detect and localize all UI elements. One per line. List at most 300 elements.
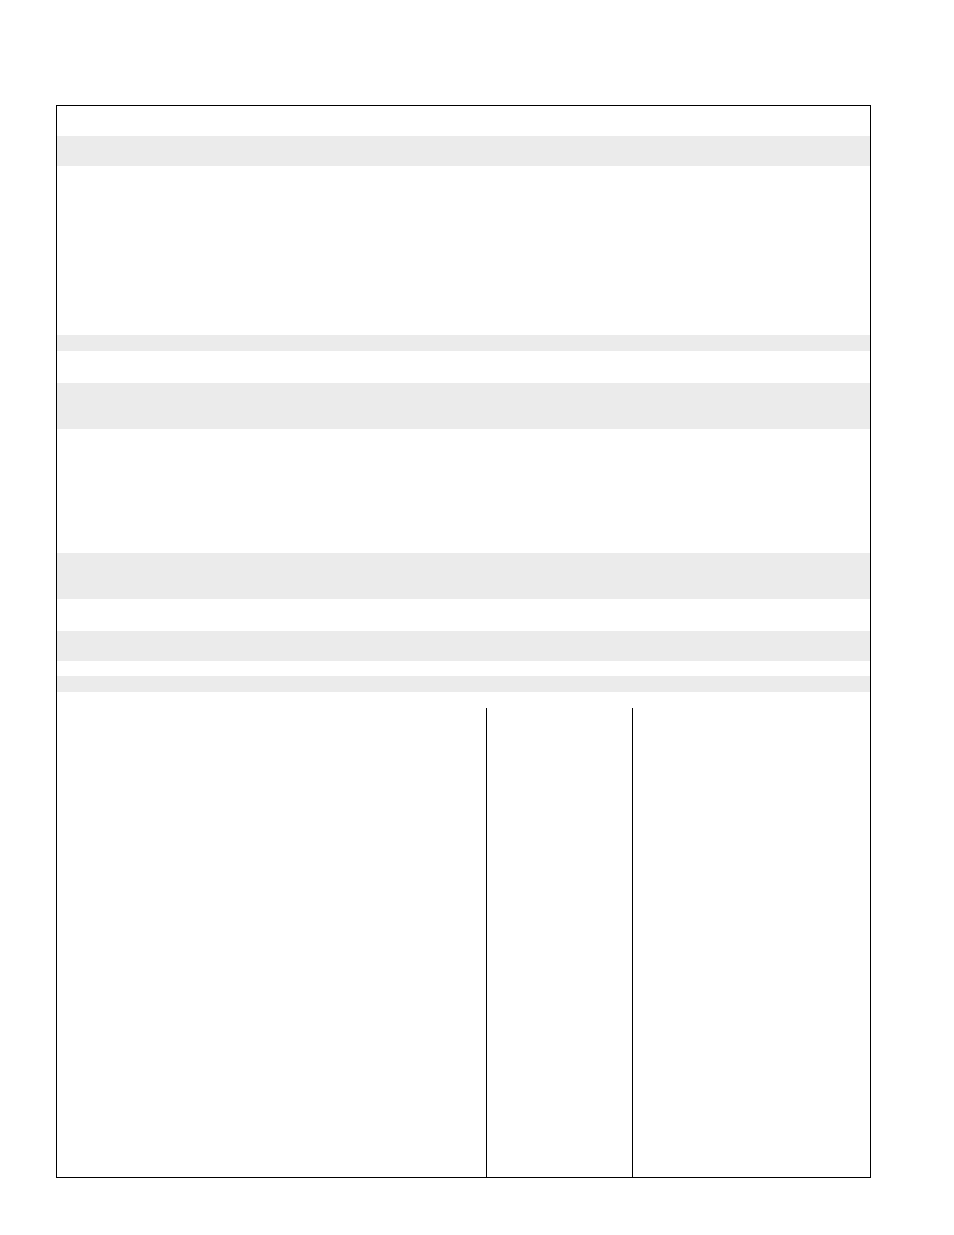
table-cell: [594, 1162, 633, 1178]
table-cell: [440, 303, 487, 320]
table-cell: [486, 429, 595, 459]
table-cell: [594, 522, 633, 539]
table-cell: [738, 506, 799, 523]
section-header-row: [56, 631, 871, 662]
section-header-row: [56, 335, 871, 352]
table-cell: [56, 928, 145, 960]
table-cell: [144, 413, 391, 430]
table-cell: [56, 1068, 145, 1099]
table-cell: [390, 802, 441, 819]
table-cell: [594, 928, 633, 960]
table-cell: [738, 913, 799, 929]
table-cell: [440, 1114, 487, 1131]
table-cell: [738, 273, 799, 304]
table-cell: [738, 1114, 799, 1131]
table-cell: [56, 367, 145, 384]
table-cell: [594, 897, 633, 914]
table-cell: [798, 786, 871, 803]
table-cell: [632, 258, 739, 274]
table-cell: [390, 881, 441, 898]
table-cell: [486, 258, 595, 274]
table-cell: [798, 724, 871, 741]
table-cell: [144, 740, 391, 756]
table-cell: [486, 474, 595, 491]
table-cell: [798, 990, 871, 1007]
table-cell: [798, 615, 871, 632]
table-cell: [440, 1130, 487, 1147]
table-cell: [390, 708, 441, 725]
table-cell: [56, 429, 145, 459]
table-cell: [798, 1037, 871, 1069]
table-cell: [486, 136, 595, 167]
table-cell: [390, 474, 441, 491]
table-cell: [440, 522, 487, 539]
table-cell: [144, 1146, 391, 1163]
table-cell: [738, 865, 799, 882]
table-cell: [738, 802, 799, 819]
table-cell: [56, 538, 145, 554]
spanning-row: [56, 166, 871, 183]
table-cell: [440, 458, 487, 475]
table-cell: [144, 242, 391, 259]
table-cell: [486, 522, 595, 539]
table-cell: [738, 583, 799, 600]
table-cell: [798, 802, 871, 819]
table-cell: [440, 1006, 487, 1038]
table-cell: [632, 303, 739, 320]
table-cell: [798, 212, 871, 243]
table-cell: [738, 490, 799, 507]
table-cell: [56, 413, 145, 430]
table-cell: [738, 708, 799, 725]
table-cell: [144, 583, 391, 600]
table-cell: [56, 865, 145, 882]
table-cell: [56, 1162, 145, 1178]
table-cell: [798, 1114, 871, 1131]
table-cell: [144, 786, 391, 803]
table-cell: [798, 1068, 871, 1099]
table-cell: [390, 1006, 441, 1038]
table-cell: [440, 755, 487, 787]
table-cell: [56, 708, 145, 725]
table-cell: [390, 661, 441, 677]
table-cell: [56, 692, 145, 709]
table-cell: [798, 136, 871, 167]
spanning-row: [56, 351, 871, 368]
table-cell: [798, 834, 871, 851]
table-cell: [594, 538, 633, 554]
table-cell: [798, 413, 871, 430]
table-cell: [632, 490, 739, 507]
table-cell: [738, 303, 799, 320]
table-cell: [738, 897, 799, 914]
table-cell: [390, 692, 441, 709]
table-cell: [440, 802, 487, 819]
table-cell: [738, 928, 799, 960]
table-cell: [440, 740, 487, 756]
table-cell: [144, 1037, 391, 1069]
table-cell: [594, 1098, 633, 1115]
table-cell: [144, 258, 391, 274]
table-cell: [144, 692, 391, 709]
table-cell: [390, 182, 441, 213]
table-cell: [390, 1146, 441, 1163]
table-cell: [144, 474, 391, 491]
header-subcell: [632, 121, 739, 137]
table-cell: [56, 897, 145, 914]
table-cell: [390, 522, 441, 539]
table-cell: [56, 273, 145, 304]
table-cell: [798, 538, 871, 554]
table-cell: [594, 506, 633, 523]
table-cell: [486, 506, 595, 523]
table-cell: [738, 136, 799, 167]
table-cell: [594, 724, 633, 741]
table-cell: [632, 458, 739, 475]
table-cell: [144, 212, 391, 243]
table-cell: [390, 928, 441, 960]
table-cell: [798, 367, 871, 384]
table-cell: [440, 692, 487, 709]
table-cell: [798, 458, 871, 475]
table-cell: [56, 755, 145, 787]
table-cell: [390, 615, 441, 632]
table-cell: [390, 959, 441, 991]
table-cell: [738, 990, 799, 1007]
table-cell: [56, 522, 145, 539]
table-cell: [56, 182, 145, 213]
table-cell: [390, 1130, 441, 1147]
table-cell: [798, 1098, 871, 1115]
table-cell: [798, 1146, 871, 1163]
table-cell: [738, 1098, 799, 1115]
table-cell: [594, 802, 633, 819]
table-cell: [632, 319, 739, 336]
table-cell: [144, 881, 391, 898]
table-cell: [390, 490, 441, 507]
table-cell: [440, 850, 487, 866]
table-cell: [144, 1068, 391, 1099]
table-cell: [594, 959, 633, 991]
table-cell: [440, 913, 487, 929]
table-cell: [440, 1068, 487, 1099]
table-cell: [440, 273, 487, 304]
table-cell: [144, 273, 391, 304]
table-cell: [144, 429, 391, 459]
table-cell: [632, 429, 739, 459]
table-cell: [440, 319, 487, 336]
table-cell: [440, 1162, 487, 1178]
table-cell: [144, 182, 391, 213]
table-cell: [56, 474, 145, 491]
table-cell: [486, 319, 595, 336]
table-cell: [594, 913, 633, 929]
table-cell: [632, 615, 739, 632]
table-cell: [486, 538, 595, 554]
table-cell: [738, 242, 799, 259]
table-cell: [798, 818, 871, 835]
table-cell: [144, 522, 391, 539]
table-cell: [390, 865, 441, 882]
table-cell: [144, 538, 391, 554]
table-cell: [144, 913, 391, 929]
table-cell: [56, 1130, 145, 1147]
table-cell: [390, 273, 441, 304]
table-cell: [144, 1006, 391, 1038]
table-cell: [144, 1114, 391, 1131]
table-cell: [56, 1114, 145, 1131]
table-cell: [390, 740, 441, 756]
table-cell: [738, 818, 799, 835]
table-cell: [56, 1098, 145, 1115]
table-cell: [486, 490, 595, 507]
table-cell: [440, 258, 487, 274]
table-cell: [440, 182, 487, 213]
table-cell: [594, 1037, 633, 1069]
table-cell: [440, 615, 487, 632]
table-cell: [390, 1114, 441, 1131]
table-cell: [440, 367, 487, 384]
table-cell: [56, 818, 145, 835]
table-cell: [594, 1130, 633, 1147]
table-cell: [738, 367, 799, 384]
table-cell: [594, 490, 633, 507]
table-cell: [390, 212, 441, 243]
table-cell: [486, 692, 595, 709]
table-cell: [390, 319, 441, 336]
table-cell: [440, 242, 487, 259]
table-cell: [56, 913, 145, 929]
table-cell: [594, 583, 633, 600]
table-cell: [56, 1006, 145, 1038]
table-cell: [798, 258, 871, 274]
table-cell: [144, 303, 391, 320]
table-cell: [594, 273, 633, 304]
table-cell: [144, 802, 391, 819]
table-cell: [738, 1146, 799, 1163]
table-cell: [738, 1068, 799, 1099]
table-cell: [440, 474, 487, 491]
table-cell: [798, 850, 871, 866]
table-cell: [594, 429, 633, 459]
table-cell: [440, 538, 487, 554]
merged-cell: [632, 928, 739, 1178]
table-cell: [440, 724, 487, 741]
table-cell: [632, 506, 739, 523]
table-cell: [594, 474, 633, 491]
table-cell: [56, 990, 145, 1007]
table-cell: [798, 1162, 871, 1178]
table-cell: [594, 865, 633, 882]
table-cell: [440, 990, 487, 1007]
merged-cell: [486, 928, 595, 1178]
table-cell: [144, 724, 391, 741]
table-cell: [798, 319, 871, 336]
header-subcell: [594, 121, 633, 137]
table-cell: [440, 959, 487, 991]
table-cell: [798, 740, 871, 756]
table-cell: [594, 319, 633, 336]
table-cell: [738, 724, 799, 741]
section-header-row: [56, 553, 871, 584]
table-cell: [390, 413, 441, 430]
table-cell: [56, 458, 145, 475]
table-cell: [486, 212, 595, 243]
table-cell: [798, 913, 871, 929]
table-cell: [390, 834, 441, 851]
header-cell: [56, 105, 145, 137]
table-cell: [390, 506, 441, 523]
table-cell: [390, 897, 441, 914]
table-cell: [632, 273, 739, 304]
table-cell: [738, 429, 799, 459]
table-cell: [440, 1146, 487, 1163]
table-cell: [632, 136, 739, 167]
table-cell: [738, 692, 799, 709]
table-cell: [632, 661, 739, 677]
table-cell: [632, 474, 739, 491]
table-cell: [440, 786, 487, 803]
table-cell: [738, 522, 799, 539]
section-header-row: [56, 676, 871, 693]
table-cell: [738, 755, 799, 787]
table-cell: [798, 708, 871, 725]
table-cell: [56, 661, 145, 677]
table-cell: [390, 242, 441, 259]
table-cell: [798, 897, 871, 914]
table-cell: [440, 661, 487, 677]
table-cell: [594, 740, 633, 756]
table-cell: [738, 474, 799, 491]
table-cell: [390, 258, 441, 274]
table-cell: [632, 413, 739, 430]
table-cell: [738, 1162, 799, 1178]
table-cell: [440, 583, 487, 600]
table-cell: [440, 136, 487, 167]
table-cell: [594, 413, 633, 430]
table-cell: [56, 242, 145, 259]
table-cell: [738, 538, 799, 554]
table-cell: [738, 1037, 799, 1069]
table-cell: [486, 615, 595, 632]
table-cell: [440, 881, 487, 898]
table-cell: [798, 429, 871, 459]
table-cell: [440, 1098, 487, 1115]
table-cell: [486, 303, 595, 320]
table-cell: [632, 692, 739, 709]
table-cell: [440, 490, 487, 507]
table-cell: [798, 1130, 871, 1147]
table-cell: [390, 583, 441, 600]
table-cell: [594, 881, 633, 898]
table-cell: [390, 990, 441, 1007]
table-cell: [738, 740, 799, 756]
table-cell: [738, 413, 799, 430]
table-cell: [738, 458, 799, 475]
table-cell: [390, 367, 441, 384]
header-subcell: [440, 121, 487, 137]
table-cell: [56, 802, 145, 819]
table-cell: [56, 615, 145, 632]
table-cell: [594, 786, 633, 803]
spanning-row: [56, 599, 871, 616]
table-cell: [56, 303, 145, 320]
table-cell: [594, 708, 633, 725]
table-cell: [632, 182, 739, 213]
table-cell: [440, 865, 487, 882]
table-cell: [738, 661, 799, 677]
table-cell: [798, 242, 871, 259]
table-cell: [738, 319, 799, 336]
table-cell: [594, 615, 633, 632]
table-cell: [486, 273, 595, 304]
table-cell: [144, 928, 391, 960]
table-cell: [144, 319, 391, 336]
table-cell: [594, 136, 633, 167]
table-cell: [144, 959, 391, 991]
table-cell: [440, 897, 487, 914]
table-cell: [798, 522, 871, 539]
table-cell: [440, 212, 487, 243]
table-cell: [594, 182, 633, 213]
table-cell: [390, 818, 441, 835]
table-cell: [390, 1098, 441, 1115]
table-cell: [56, 212, 145, 243]
table-cell: [440, 708, 487, 725]
table-cell: [56, 258, 145, 274]
table-cell: [594, 692, 633, 709]
table-cell: [632, 367, 739, 384]
table-cell: [798, 755, 871, 787]
table-cell: [594, 834, 633, 851]
table-cell: [390, 1162, 441, 1178]
table-cell: [144, 661, 391, 677]
table-cell: [798, 490, 871, 507]
table-cell: [594, 1146, 633, 1163]
table-cell: [594, 1114, 633, 1131]
table-cell: [390, 303, 441, 320]
table-cell: [486, 661, 595, 677]
table-cell: [594, 303, 633, 320]
table-cell: [56, 583, 145, 600]
table-cell: [56, 881, 145, 898]
merged-cell: [632, 708, 739, 929]
table-cell: [594, 661, 633, 677]
table-cell: [56, 136, 145, 167]
table-cell: [144, 490, 391, 507]
table-cell: [390, 429, 441, 459]
table-cell: [798, 881, 871, 898]
table-cell: [144, 897, 391, 914]
table-cell: [390, 755, 441, 787]
table-cell: [738, 881, 799, 898]
table-cell: [594, 212, 633, 243]
table-cell: [632, 212, 739, 243]
table-cell: [56, 506, 145, 523]
table-cell: [486, 413, 595, 430]
table-cell: [738, 850, 799, 866]
header-group-cell: [440, 105, 739, 122]
table-cell: [798, 1006, 871, 1038]
table-cell: [144, 755, 391, 787]
table-cell: [486, 367, 595, 384]
table-cell: [632, 583, 739, 600]
table-cell: [56, 786, 145, 803]
table-cell: [798, 474, 871, 491]
header-subcell: [486, 121, 595, 137]
table-cell: [144, 865, 391, 882]
table-cell: [440, 413, 487, 430]
